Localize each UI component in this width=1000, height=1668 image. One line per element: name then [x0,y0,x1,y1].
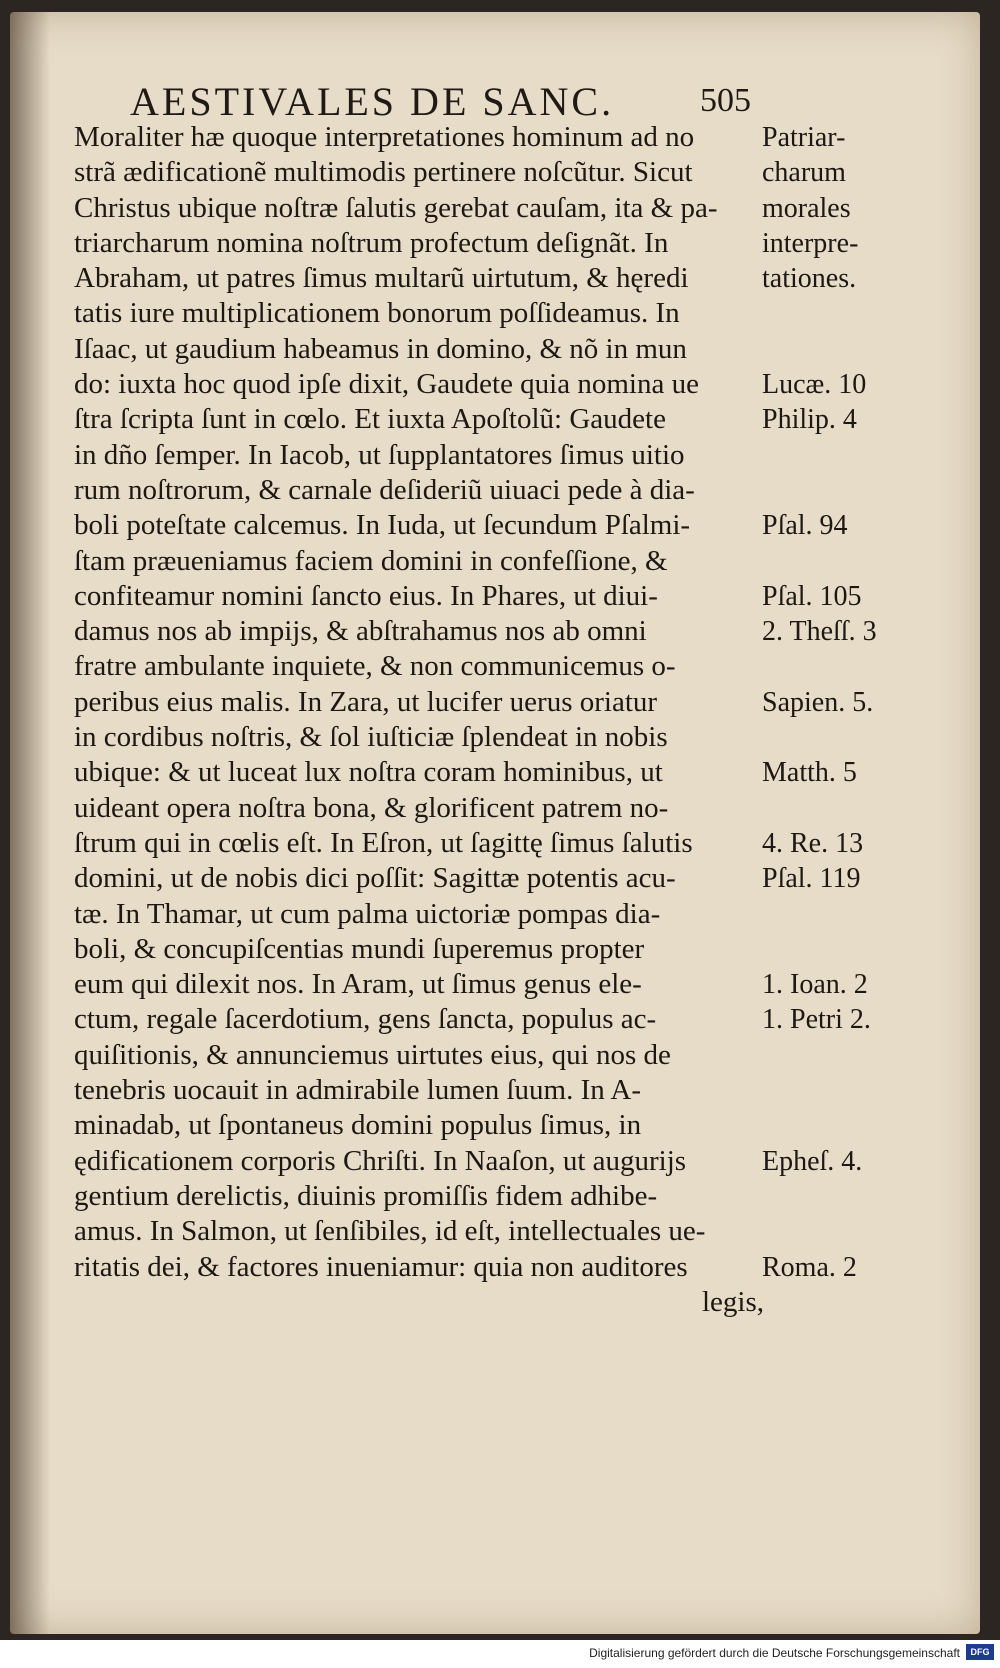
text-line: do: iuxta hoc quod ipſe dixit, Gaudete quia nomina ue [74,368,699,401]
margin-note: 4. Re. 13 [762,827,864,859]
text-line: in dño ſemper. In Iacob, ut ſupplantatores ſimus uitio [74,438,685,471]
margin-note: morales [762,192,851,224]
margin-note: Lucæ. 10 [762,369,867,401]
margin-note: Patriar- [762,122,846,153]
margin-note: Roma. 2 [762,1251,857,1283]
text-line: ubique: & ut luceat lux noſtra coram hominibus, ut [74,756,663,789]
margin-note [762,649,982,684]
margin-note [762,332,982,367]
margin-note [762,791,982,826]
margin-note: Pſal. 119 [762,863,861,895]
text-line: strã ædificationẽ multimodis pertinere noſcũtur. Sicut [74,156,693,189]
book-page [10,12,980,1634]
margin-note: 2. Theſſ. 3 [762,616,877,648]
text-line: rum noſtrorum, & carnale deſideriũ uiuaci pede à dia- [74,473,695,506]
margin-note [762,544,982,579]
text-line: ſtam præueniamus faciem domini in confeſſione, & [74,544,668,577]
page-gutter-shadow [10,12,50,1634]
running-head-title: AESTIVALES DE SANC. [130,79,615,124]
margin-note [762,932,982,967]
text-line: tenebris uocauit in admirabile lumen ſuum. In A- [74,1074,641,1107]
margin-note: 1. Petri 2. [762,1004,871,1036]
margin-note [762,1108,982,1143]
margin-note [762,1038,982,1073]
text-line: amus. In Salmon, ut ſenſibiles, id eſt, intellectuales ue- [74,1215,706,1248]
catchword: legis, [701,1285,764,1318]
page-number: 505 [700,82,751,119]
margin-note [762,720,982,755]
text-line: triarcharum nomina noſtrum profectum deſignãt. In [74,226,669,259]
text-line: eum qui dilexit nos. In Aram, ut ſimus genus ele- [74,968,642,1001]
text-line: ctum, regale ſacerdotium, gens ſancta, populus ac- [74,1003,657,1036]
text-line: ritatis dei, & factores inueniamur: quia non auditores [74,1250,688,1283]
text-line: Iſaac, ut gaudium habeamus in domino, & nõ in mun [74,332,687,365]
text-line: uideant opera noſtra bona, & glorificent patrem no- [74,791,669,824]
text-line: Abraham, ut patres ſimus multarũ uirtutum, & hęredi [74,262,689,295]
margin-note [762,1179,982,1214]
text-line: peribus eius malis. In Zara, ut lucifer uerus oriatur [74,685,658,718]
margin-note: Pſal. 94 [762,510,848,542]
text-line: ędificationem corporis Chriſti. In Naaſon, ut augurijs [74,1144,687,1177]
margin-note [762,1214,982,1249]
text-line: boli, & concupiſcentias mundi ſuperemus propter [74,932,645,965]
margin-note [762,473,982,508]
margin-note: interpre- [762,227,859,259]
margin-note: Matth. 5 [762,757,857,789]
text-line: Moraliter hæ quoque interpretationes hominum ad no [74,121,695,153]
dfg-logo: DFG [966,1644,994,1660]
margin-notes [762,120,982,1285]
funding-credit: Digitalisierung gefördert durch die Deutsche Forschungsgemeinschaft [589,1646,960,1660]
text-line: damus nos ab impijs, & abſtrahamus nos ab omni [74,615,647,648]
text-line: tæ. In Thamar, ut cum palma uictoriæ pompas dia- [74,897,661,930]
text-line: fratre ambulante inquiete, & non communicemus o- [74,650,676,683]
margin-note: 1. Ioan. 2 [762,969,868,1001]
text-line: ſtrum qui in cœlis eſt. In Eſron, ut ſagittę ſimus ſalutis [74,826,693,859]
margin-note: tationes. [762,263,857,295]
margin-note: charum [762,157,846,189]
text-line: boli poteſtate calcemus. In Iuda, ut ſecundum Pſalmi- [74,509,691,542]
margin-note: Pſal. 105 [762,580,862,612]
margin-note [762,1073,982,1108]
margin-note: Epheſ. 4. [762,1145,863,1177]
text-line: Christus ubique noſtræ ſalutis gerebat cauſam, ita & pa- [74,191,718,224]
text-line: tatis iure multiplicationem bonorum poſſideamus. In [74,297,680,330]
margin-note [762,438,982,473]
margin-note [762,296,982,331]
margin-note [762,897,982,932]
text-line: confiteamur nomini ſancto eius. In Phares, ut diui- [74,579,658,612]
text-line: in cordibus noſtris, & ſol iuſticiæ ſplendeat in nobis [74,721,668,754]
main-text-block [74,120,774,1320]
text-line: quiſitionis, & annunciemus uirtutes eius, qui nos de [74,1038,671,1071]
text-line: domini, ut de nobis dici poſſit: Sagittæ potentis acu- [74,862,676,895]
footer-strip [0,1640,1000,1668]
text-line: ſtra ſcripta ſunt in cœlo. Et iuxta Apoſtolũ: Gaudete [74,403,666,436]
text-line: minadab, ut ſpontaneus domini populus ſimus, in [74,1109,642,1142]
text-line: gentium derelictis, diuinis promiſſis fidem adhibe- [74,1179,658,1212]
margin-note: Sapien. 5. [762,686,874,718]
margin-note: Philip. 4 [762,404,857,436]
